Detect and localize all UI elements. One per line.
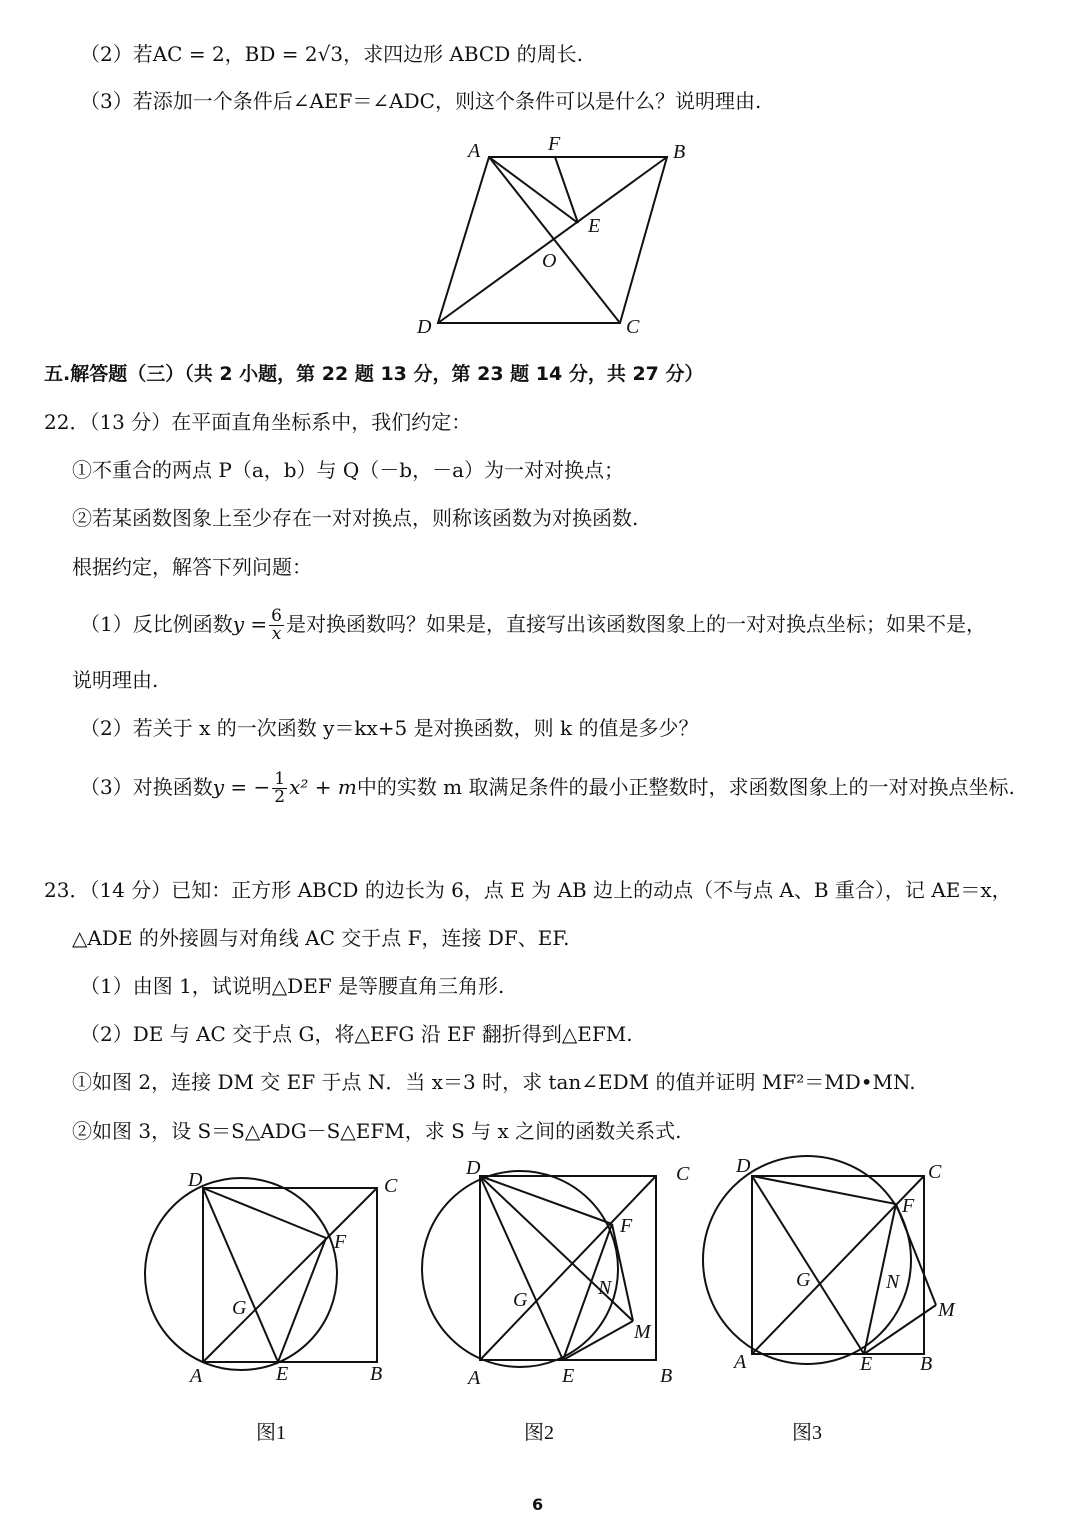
fig2-label-D: D	[466, 1157, 481, 1179]
fig1-label-F: F	[334, 1231, 347, 1253]
q21-part3: （3）若添加一个条件后∠AEF＝∠ADC，则这个条件可以是什么？说明理由.	[80, 89, 762, 113]
fig3-label-F: F	[902, 1195, 915, 1217]
q23-intro: 23．（14 分）已知：正方形 ABCD 的边长为 6，点 E 为 AB 边上的动点（不与点 A、B 重合），记 AE＝x，	[44, 878, 1012, 902]
fig1-label-G: G	[232, 1297, 247, 1319]
q23-part2: （2）DE 与 AC 交于点 G，将△EFG 沿 EF 翻折得到△EFM.	[80, 1022, 633, 1046]
q23-part1: （1）由图 1，试说明△DEF 是等腰直角三角形.	[80, 974, 505, 998]
q23-part2a: ①如图 2，连接 DM 交 EF 于点 N．当 x＝3 时，求 tan∠EDM 的值并证明 MF²＝MD•MN.	[72, 1070, 916, 1094]
figure2-caption: 图2	[524, 1422, 554, 1444]
page-number: 6	[532, 1495, 544, 1514]
fig2-label-F: F	[620, 1215, 633, 1237]
fig21-label-D: D	[417, 316, 432, 338]
fig1-label-A: A	[190, 1365, 203, 1387]
fig21-label-B: B	[673, 141, 686, 163]
fig3-label-A: A	[734, 1351, 747, 1373]
figure1-caption: 图1	[256, 1422, 286, 1444]
fig1-label-D: D	[188, 1169, 203, 1191]
q22-part1-post: 是对换函数吗？如果是，直接写出该函数图象上的一对对换点坐标；如果不是，	[285, 612, 986, 636]
fig21-label-A: A	[468, 140, 481, 162]
q22-part1-numerator: 6	[271, 606, 282, 626]
fig2-label-C: C	[676, 1163, 690, 1185]
q22-part3-pre: （3）对换函数	[80, 775, 213, 799]
section5-heading: 五.解答题（三）（共 2 小题，第 22 题 13 分，第 23 题 14 分，共 27 分）	[44, 363, 704, 385]
fig21-label-O: O	[542, 250, 557, 272]
fig3-label-C: C	[928, 1161, 942, 1183]
q22-part3-post: 中的实数 m 取满足条件的最小正整数时，求函数图象上的一对对换点坐标.	[356, 775, 1015, 799]
fig3-label-B: B	[920, 1353, 933, 1375]
fig2-label-N: N	[598, 1277, 612, 1299]
fig2-label-M: M	[634, 1321, 651, 1343]
fig3-label-D: D	[736, 1155, 751, 1177]
fig1-label-E: E	[276, 1363, 289, 1385]
q22-part1-continued: 说明理由.	[72, 668, 159, 692]
q23-part2b: ②如图 3，设 S＝S△ADG－S△EFM，求 S 与 x 之间的函数关系式.	[72, 1119, 682, 1143]
fig1-label-C: C	[384, 1175, 398, 1197]
q22-part2: （2）若关于 x 的一次函数 y＝kx+5 是对换函数，则 k 的值是多少？	[80, 716, 699, 740]
fig3-label-G: G	[796, 1269, 811, 1291]
q22-def2: ②若某函数图象上至少存在一对对换点，则称该函数为对换函数.	[72, 506, 639, 530]
q22-part1-denominator: x	[271, 624, 282, 644]
q22-part3-numerator: 1	[274, 769, 286, 789]
fig21-label-E: E	[588, 215, 601, 237]
q22-part3-tail: x² + m	[289, 775, 357, 799]
fig3-label-N: N	[886, 1271, 900, 1293]
q22-def1: ①不重合的两点 P（a，b）与 Q（－b，－a）为一对对换点；	[72, 458, 625, 482]
q22-prompt: 根据约定，解答下列问题：	[72, 555, 312, 579]
q22-part3-y: y = −	[212, 775, 271, 799]
figure3-caption: 图3	[792, 1422, 822, 1444]
fig3-label-M: M	[938, 1299, 955, 1321]
fig2-label-E: E	[562, 1365, 575, 1387]
fig2-label-G: G	[513, 1289, 528, 1311]
q22-part1-pre: （1）反比例函数	[80, 612, 233, 636]
q21-part2: （2）若AC = 2，BD = 2√3，求四边形 ABCD 的周长.	[80, 42, 583, 66]
fig2-label-B: B	[660, 1365, 673, 1387]
fig21-label-C: C	[626, 316, 640, 338]
fig3-label-E: E	[860, 1353, 873, 1375]
fig2-label-A: A	[468, 1367, 481, 1389]
fig1-label-B: B	[370, 1363, 383, 1385]
q22-intro: 22．（13 分）在平面直角坐标系中，我们约定：	[44, 410, 472, 434]
q23-intro2: △ADE 的外接圆与对角线 AC 交于点 F，连接 DF、EF.	[72, 926, 570, 950]
q22-part1-y: y =	[232, 612, 268, 636]
fig21-label-F: F	[548, 133, 561, 155]
q22-part3-denominator: 2	[274, 787, 286, 807]
